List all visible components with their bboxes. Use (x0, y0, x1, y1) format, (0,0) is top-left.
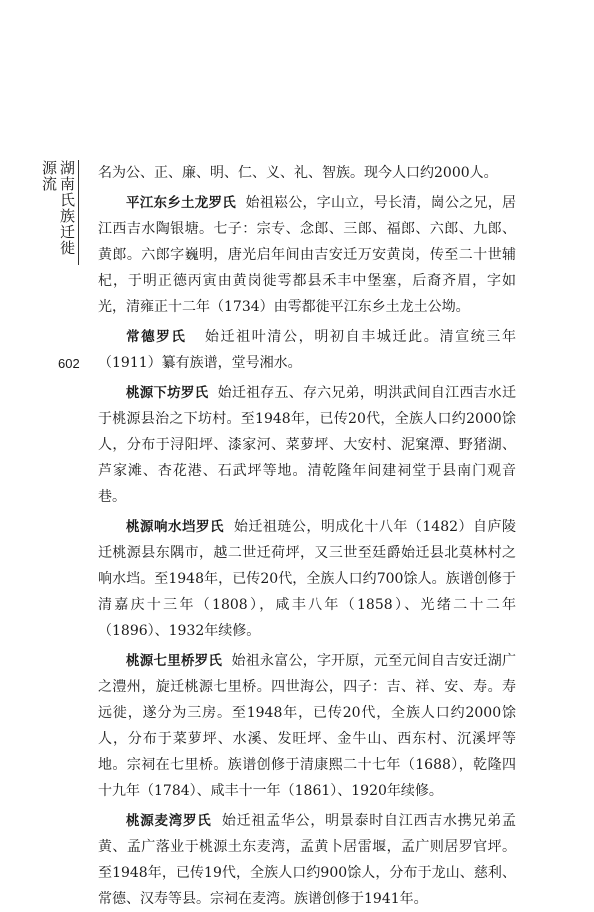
running-section-title: 湖南氏族迁徙源流 (58, 160, 79, 265)
page-body (98, 160, 516, 912)
entry-text: 始祖崧公，字山立，号长清，崗公之兄，居江西吉水陶银塘。七子：宗专、念郎、三郎、福郎、六郎、九郎、黄郎。六郎字巍明，唐光启年间由吉安迁万安黄岗，传至二十世辅杞，于明正德丙寅由黄岗徙雩都县禾丰中堡塞，后裔齐眉，字如光，清雍正十二年（1734）由雩都徙平江东乡土龙土公坳。 (98, 195, 517, 315)
clan-entry (98, 514, 516, 644)
clan-entry (98, 808, 516, 912)
page-number: 602 (58, 356, 80, 371)
entry-text: 始迁祖叶清公，明初自丰城迁此。清宣统三年（1911）纂有族谱，堂号湘水。 (98, 329, 517, 371)
entry-title: 桃源麦湾罗氏 (126, 813, 212, 829)
entry-text: 始迁祖存五、存六兄弟，明洪武间自江西吉水迁于桃源县治之下坊村。至1948年，已传20代，全族人口约2000馀人，分布于浔阳坪、漆家河、菜萝坪、大安村、泥窠潭、野猪湖、芦家滩、杏花港、石武坪等地。清乾隆年间建祠堂于县南门观音巷。 (98, 385, 517, 505)
continued-paragraph: 名为公、正、廉、明、仁、义、礼、智族。现今人口约2000人。 (98, 165, 498, 181)
clan-entry (98, 190, 516, 320)
entry-title: 常德罗氏 (126, 329, 187, 345)
clan-entry (98, 380, 516, 510)
entry-title: 桃源下坊罗氏 (126, 385, 209, 401)
entry-title: 桃源七里桥罗氏 (126, 653, 223, 669)
entry-title: 平江东乡土龙罗氏 (126, 195, 237, 211)
entry-title: 桃源响水垱罗氏 (126, 519, 224, 535)
entry-text: 始祖永富公，字开原，元至元间自吉安迁湖广之澧州，旋迁桃源七里桥。四世海公，四子：吉、祥、安、寿。寿远徙，遂分为三房。至1948年，已传20代，全族人口约2000馀人，分布于菜萝坪、水溪、发旺坪、金牛山、西东村、沉溪坪等地。宗祠在七里桥。族谱创修于清康熙二十七年（1688），乾隆四十九年（1784）、咸丰十一年（1861）、1920年续修。 (98, 653, 517, 799)
clan-entry (98, 648, 516, 804)
entry-text: 始迁祖琏公，明成化十八年（1482）自庐陵迁桃源县东隅市，越二世迁荷坪，又三世至廷爵始迁县北莫林村之响水垱。至1948年，已传20代，全族人口约700馀人。族谱创修于清嘉庆十三年（1808），咸丰八年（1858）、光绪二十二年（1896）、1932年续修。 (98, 519, 517, 639)
clan-entry (98, 324, 516, 376)
entry-text: 始迁祖孟华公，明景泰时自江西吉水携兄弟孟黄、孟广落业于桃源土东麦湾，孟黄卜居雷堰，孟广则居罗官坪。至1948年，已传19代，全族人口约900馀人，分布于龙山、慈利、常德、汉寿等县。宗祠在麦湾。族谱创修于1941年。 (98, 813, 516, 907)
